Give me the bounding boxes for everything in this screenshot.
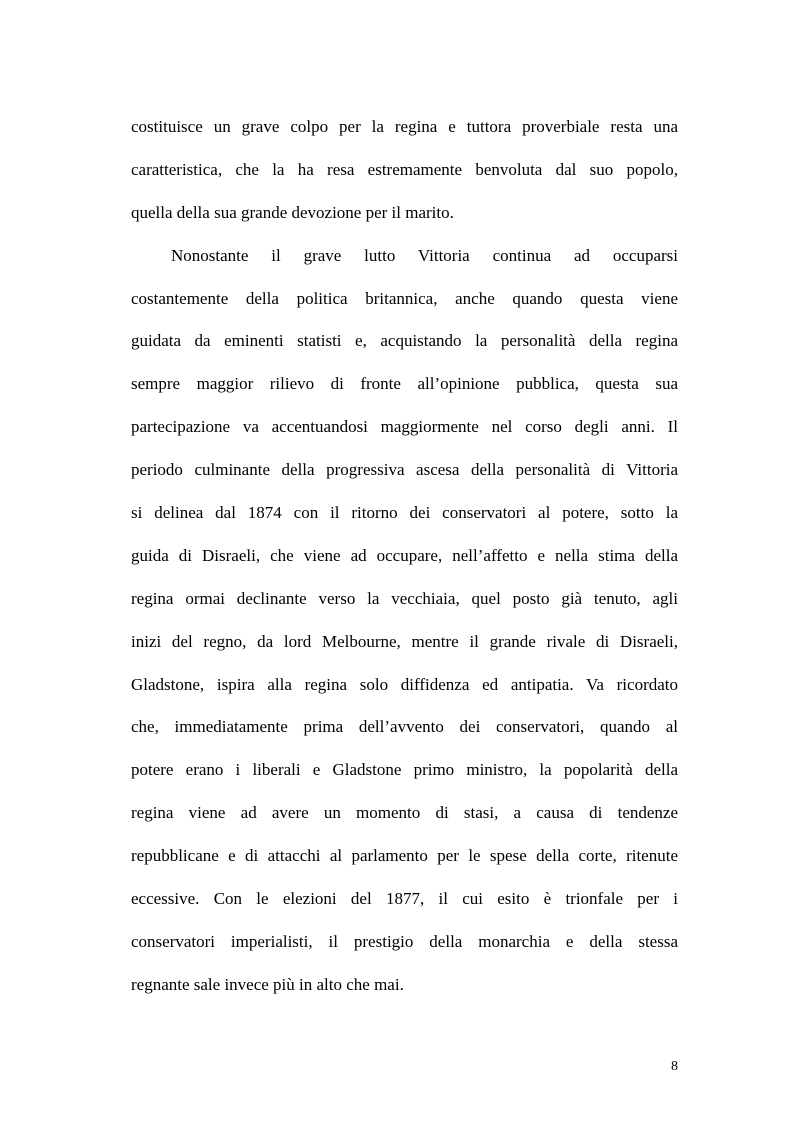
text-line: quella della sua grande devozione per il marito. xyxy=(131,202,454,222)
text-line: guida di Disraeli, che viene ad occupare, nell’affetto e nella stima della xyxy=(131,545,678,565)
paragraph-1 xyxy=(131,106,678,235)
text-line: guidata da eminenti statisti e, acquistando la personalità della regina xyxy=(131,331,678,351)
text-line: eccessive. Con le elezioni del 1877, il cui esito è trionfale per i xyxy=(131,889,678,909)
text-line: costituisce un grave colpo per la regina e tuttora proverbiale resta una xyxy=(131,117,678,136)
text-line: che, immediatamente prima dell’avvento dei conservatori, quando al xyxy=(131,717,678,737)
text-line: regnante sale invece più in alto che mai. xyxy=(131,974,404,994)
text-line: costantemente della politica britannica, anche quando questa viene xyxy=(131,288,678,308)
text-line: inizi del regno, da lord Melbourne, mentre il grande rivale di Disraeli, xyxy=(131,631,678,651)
text-line: regina ormai declinante verso la vecchiaia, quel posto già tenuto, agli xyxy=(131,588,678,608)
text-line: Gladstone, ispira alla regina solo diffidenza ed antipatia. Va ricordato xyxy=(131,674,678,694)
document-body xyxy=(131,106,678,1007)
paragraph-2 xyxy=(131,235,678,1007)
page-number: 8 xyxy=(671,1059,678,1074)
text-line: si delinea dal 1874 con il ritorno dei conservatori al potere, sotto la xyxy=(131,503,678,523)
text-line: potere erano i liberali e Gladstone primo ministro, la popolarità della xyxy=(131,760,678,780)
text-line: periodo culminante della progressiva ascesa della personalità di Vittoria xyxy=(131,460,678,480)
text-line: conservatori imperialisti, il prestigio della monarchia e della stessa xyxy=(131,931,678,951)
text-line: partecipazione va accentuandosi maggiormente nel corso degli anni. Il xyxy=(131,417,678,437)
text-line: sempre maggior rilievo di fronte all’opinione pubblica, questa sua xyxy=(131,374,678,394)
text-line: regina viene ad avere un momento di stasi, a causa di tendenze xyxy=(131,803,678,823)
text-line: Nonostante il grave lutto Vittoria continua ad occuparsi xyxy=(171,245,678,265)
text-line: repubblicane e di attacchi al parlamento per le spese della corte, ritenute xyxy=(131,846,678,866)
text-line: caratteristica, che la ha resa estremamente benvoluta dal suo popolo, xyxy=(131,159,678,179)
